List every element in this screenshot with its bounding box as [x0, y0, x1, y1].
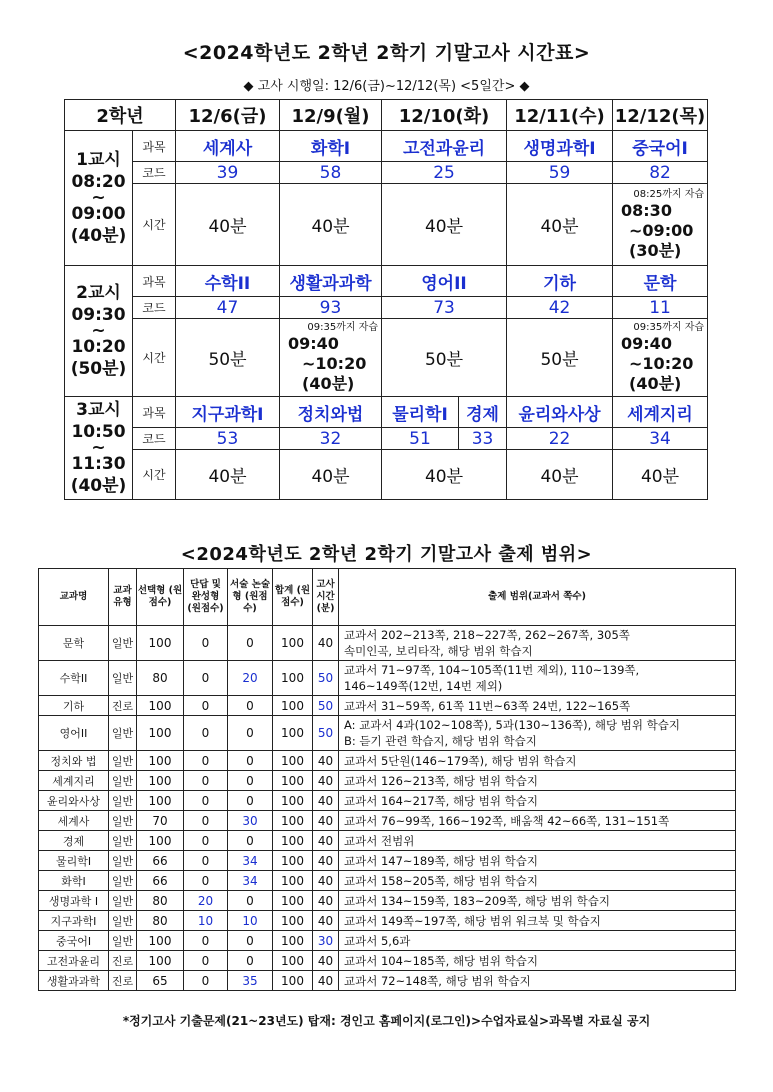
- total-score-cell: 100: [273, 951, 313, 971]
- special-time-duration: (30분): [629, 240, 682, 260]
- choice-score-cell: 80: [137, 911, 184, 931]
- code-cell: 34: [613, 428, 708, 450]
- subject-cell: 기하: [507, 266, 613, 297]
- short-score-cell: 0: [184, 871, 228, 891]
- time-cell: 40분: [382, 450, 507, 500]
- special-time-start: 09:40: [621, 333, 672, 353]
- total-score-cell: 100: [273, 751, 313, 771]
- scope-line: 교과서 5단원(146~179쪽), 해당 범위 학습지: [344, 753, 577, 768]
- exam-time-cell: 40: [313, 751, 339, 771]
- scope-cell: [339, 871, 736, 891]
- subject-cell: 영어II: [382, 266, 507, 297]
- short-score-cell: 0: [184, 971, 228, 991]
- subject-name-cell: 수학II: [39, 661, 109, 696]
- scope-line: 교과서 71~97쪽, 104~105쪽(11번 제외), 110~139쪽,: [344, 663, 640, 677]
- essay-score-cell: 34: [228, 871, 273, 891]
- special-time-start: 08:30: [621, 200, 672, 220]
- period-duration: (50분): [70, 359, 127, 379]
- range-row: [39, 951, 736, 971]
- period-tilde: ~: [91, 188, 106, 208]
- special-time-cell: [613, 319, 708, 397]
- short-score-cell: 0: [184, 661, 228, 696]
- subject-cell: 윤리와사상: [507, 397, 613, 428]
- period-end: 09:00: [71, 204, 126, 224]
- scope-line: B: 듣기 관련 학습지, 해당 범위 학습지: [344, 734, 537, 748]
- choice-score-cell: 80: [137, 661, 184, 696]
- grade-header: 2학년: [65, 100, 176, 131]
- scope-cell: [339, 661, 736, 696]
- date-header: 12/10(화): [382, 100, 507, 131]
- scope-cell: [339, 696, 736, 716]
- special-time-end: ~10:20: [629, 353, 694, 373]
- choice-score-cell: 65: [137, 971, 184, 991]
- short-score-cell: 0: [184, 951, 228, 971]
- code-cell: 32: [280, 428, 382, 450]
- course-type-cell: 일반: [109, 931, 137, 951]
- subject-cell: 세계사: [176, 131, 280, 162]
- period-start: 08:20: [71, 172, 126, 192]
- period-cell: [65, 266, 133, 397]
- time-cell: 40분: [382, 184, 507, 266]
- period-start: 09:30: [71, 305, 126, 325]
- choice-score-cell: 100: [137, 951, 184, 971]
- short-score-cell: 0: [184, 626, 228, 661]
- total-score-cell: 100: [273, 696, 313, 716]
- short-score-cell: 0: [184, 811, 228, 831]
- code-cell: 58: [280, 162, 382, 184]
- course-type-cell: 진로: [109, 951, 137, 971]
- scope-line: 교과서 76~99쪽, 166~192쪽, 배움책 42~66쪽, 131~151쪽: [344, 813, 670, 828]
- short-score-cell: 0: [184, 791, 228, 811]
- range-row: [39, 716, 736, 751]
- footer-note: *정기고사 기출문제(21~23년도) 탑재: 경인고 홈페이지(로그인)>수업자료실>과목별 자료실 공지: [122, 1014, 651, 1028]
- exam-time-cell: 40: [313, 831, 339, 851]
- scope-cell: [339, 831, 736, 851]
- essay-score-cell: 0: [228, 791, 273, 811]
- code-cell: 59: [507, 162, 613, 184]
- date-header: 12/11(수): [507, 100, 613, 131]
- subject-cell: 경제: [459, 397, 507, 428]
- scope-line: 교과서 149쪽~197쪽, 해당 범위 워크북 및 학습지: [344, 913, 601, 928]
- code-cell: 39: [176, 162, 280, 184]
- course-type-cell: 일반: [109, 891, 137, 911]
- scope-cell: [339, 891, 736, 911]
- special-time-end: ~09:00: [629, 220, 694, 240]
- total-score-cell: 100: [273, 911, 313, 931]
- short-score-cell: 0: [184, 831, 228, 851]
- schedule-title: <2024학년도 2학년 2학기 기말고사 시간표>: [182, 42, 591, 64]
- choice-score-cell: 100: [137, 716, 184, 751]
- choice-score-cell: 100: [137, 626, 184, 661]
- total-score-cell: 100: [273, 716, 313, 751]
- course-type-cell: 일반: [109, 791, 137, 811]
- range-rows: [39, 626, 736, 991]
- scope-line: 교과서 104~185쪽, 해당 범위 학습지: [344, 953, 539, 968]
- scope-cell: [339, 851, 736, 871]
- range-row: [39, 831, 736, 851]
- subject-cell: 중국어I: [613, 131, 708, 162]
- code-cell: 33: [459, 428, 507, 450]
- time-cell: 40분: [280, 184, 382, 266]
- date-header: 12/9(월): [280, 100, 382, 131]
- code-cell: 42: [507, 297, 613, 319]
- essay-score-cell: 0: [228, 696, 273, 716]
- scope-line: 교과서 전범위: [344, 833, 415, 848]
- header-multiple-choice: 선택형 (원점수): [137, 569, 184, 626]
- total-score-cell: 100: [273, 831, 313, 851]
- time-cell: 40분: [176, 184, 280, 266]
- range-row: [39, 771, 736, 791]
- subject-cell: 화학I: [280, 131, 382, 162]
- subject-cell: 물리학I: [382, 397, 459, 428]
- scope-cell: [339, 771, 736, 791]
- short-score-cell: 20: [184, 891, 228, 911]
- exam-time-cell: 40: [313, 891, 339, 911]
- choice-score-cell: 100: [137, 791, 184, 811]
- course-type-cell: 진로: [109, 971, 137, 991]
- exam-time-cell: 40: [313, 951, 339, 971]
- total-score-cell: 100: [273, 791, 313, 811]
- exam-time-cell: 40: [313, 626, 339, 661]
- total-score-cell: 100: [273, 771, 313, 791]
- range-row: [39, 661, 736, 696]
- scope-cell: [339, 716, 736, 751]
- row-label-code: 코드: [133, 162, 176, 184]
- range-row: [39, 851, 736, 871]
- self-study-note: 08:25까지 자습: [633, 188, 705, 200]
- period-name: 3교시: [76, 400, 121, 420]
- subject-cell: 지구과학I: [176, 397, 280, 428]
- code-cell: 22: [507, 428, 613, 450]
- row-label-code: 코드: [133, 428, 176, 450]
- code-cell: 25: [382, 162, 507, 184]
- choice-score-cell: 100: [137, 931, 184, 951]
- subject-name-cell: 중국어I: [39, 931, 109, 951]
- range-row: [39, 626, 736, 661]
- exam-time-cell: 40: [313, 811, 339, 831]
- range-row: [39, 971, 736, 991]
- scope-line: 교과서 147~189쪽, 해당 범위 학습지: [344, 853, 539, 868]
- code-cell: 47: [176, 297, 280, 319]
- period-name: 1교시: [76, 150, 121, 170]
- period-name: 2교시: [76, 283, 121, 303]
- range-row: [39, 751, 736, 771]
- subject-name-cell: 영어II: [39, 716, 109, 751]
- scope-line: 교과서 72~148쪽, 해당 범위 학습지: [344, 973, 531, 988]
- period-cell: [65, 131, 133, 266]
- self-study-note: 09:35까지 자습: [633, 321, 705, 333]
- exam-time-cell: 50: [313, 696, 339, 716]
- code-cell: 11: [613, 297, 708, 319]
- course-type-cell: 일반: [109, 831, 137, 851]
- course-type-cell: 일반: [109, 661, 137, 696]
- scope-line: 교과서 134~159쪽, 183~209쪽, 해당 범위 학습지: [344, 893, 610, 908]
- choice-score-cell: 100: [137, 771, 184, 791]
- subject-name-cell: 고전과윤리: [39, 951, 109, 971]
- header-essay: 서술 논술형 (원점수): [228, 569, 273, 626]
- row-label-subject: 과목: [133, 131, 176, 162]
- exam-timetable: [64, 99, 708, 500]
- time-cell: 50분: [382, 319, 507, 397]
- choice-score-cell: 66: [137, 851, 184, 871]
- row-label-subject: 과목: [133, 266, 176, 297]
- choice-score-cell: 66: [137, 871, 184, 891]
- subject-name-cell: 세계지리: [39, 771, 109, 791]
- total-score-cell: 100: [273, 851, 313, 871]
- essay-score-cell: 0: [228, 751, 273, 771]
- scope-cell: [339, 971, 736, 991]
- scope-cell: [339, 951, 736, 971]
- header-total: 합계 (원점수): [273, 569, 313, 626]
- subject-cell: 정치와법: [280, 397, 382, 428]
- code-cell: 51: [382, 428, 459, 450]
- subject-name-cell: 기하: [39, 696, 109, 716]
- subject-cell: 세계지리: [613, 397, 708, 428]
- scope-line: 교과서 164~217쪽, 해당 범위 학습지: [344, 793, 539, 808]
- period-duration: (40분): [70, 226, 127, 246]
- scope-line: 교과서 5,6과: [344, 933, 411, 948]
- course-type-cell: 진로: [109, 696, 137, 716]
- scope-line: A: 교과서 4과(102~108쪽), 5과(130~136쪽), 해당 범위 학습지: [344, 718, 680, 732]
- essay-score-cell: 20: [228, 661, 273, 696]
- choice-score-cell: 70: [137, 811, 184, 831]
- short-score-cell: 0: [184, 851, 228, 871]
- exam-range-table: [38, 568, 736, 991]
- total-score-cell: 100: [273, 971, 313, 991]
- header-scope: 출제 범위(교과서 쪽수): [339, 569, 736, 626]
- special-time-cell: [280, 319, 382, 397]
- exam-time-cell: 30: [313, 931, 339, 951]
- subject-name-cell: 물리학I: [39, 851, 109, 871]
- total-score-cell: 100: [273, 931, 313, 951]
- scope-line: 교과서 126~213쪽, 해당 범위 학습지: [344, 773, 539, 788]
- range-row: [39, 931, 736, 951]
- total-score-cell: 100: [273, 626, 313, 661]
- subject-cell: 문학: [613, 266, 708, 297]
- scope-line: 속미인곡, 보리타작, 해당 범위 학습지: [344, 644, 533, 658]
- short-score-cell: 0: [184, 931, 228, 951]
- self-study-note: 09:35까지 자습: [307, 321, 378, 333]
- essay-score-cell: 0: [228, 891, 273, 911]
- total-score-cell: 100: [273, 891, 313, 911]
- choice-score-cell: 80: [137, 891, 184, 911]
- subject-name-cell: 생명과학 I: [39, 891, 109, 911]
- row-label-time: 시간: [133, 184, 176, 266]
- range-row: [39, 871, 736, 891]
- essay-score-cell: 35: [228, 971, 273, 991]
- scope-cell: [339, 811, 736, 831]
- essay-score-cell: 0: [228, 831, 273, 851]
- header-course-type: 교과 유형: [109, 569, 137, 626]
- subject-cell: 생명과학I: [507, 131, 613, 162]
- subject-name-cell: 문학: [39, 626, 109, 661]
- period-end: 11:30: [71, 454, 126, 474]
- range-row: [39, 791, 736, 811]
- code-cell: 82: [613, 162, 708, 184]
- total-score-cell: 100: [273, 661, 313, 696]
- scope-cell: [339, 931, 736, 951]
- essay-score-cell: 30: [228, 811, 273, 831]
- special-time-end: ~10:20: [302, 353, 367, 373]
- choice-score-cell: 100: [137, 751, 184, 771]
- period-tilde: ~: [91, 438, 106, 458]
- scope-line: 교과서 158~205쪽, 해당 범위 학습지: [344, 873, 539, 888]
- time-cell: 40분: [280, 450, 382, 500]
- short-score-cell: 0: [184, 771, 228, 791]
- course-type-cell: 일반: [109, 626, 137, 661]
- exam-period-subtitle: ◆ 고사 시행일: 12/6(금)~12/12(목) <5일간> ◆: [243, 79, 530, 94]
- time-cell: 40분: [176, 450, 280, 500]
- subject-cell: 생활과과학: [280, 266, 382, 297]
- exam-time-cell: 50: [313, 661, 339, 696]
- time-cell: 40분: [507, 184, 613, 266]
- course-type-cell: 일반: [109, 716, 137, 751]
- subject-name-cell: 윤리와사상: [39, 791, 109, 811]
- time-cell: 40분: [613, 450, 708, 500]
- range-row: [39, 891, 736, 911]
- subject-name-cell: 지구과학I: [39, 911, 109, 931]
- exam-time-cell: 40: [313, 911, 339, 931]
- subject-cell: 고전과윤리: [382, 131, 507, 162]
- row-label-time: 시간: [133, 319, 176, 397]
- course-type-cell: 일반: [109, 751, 137, 771]
- exam-time-cell: 40: [313, 971, 339, 991]
- special-time-duration: (40분): [302, 373, 355, 393]
- special-time-start: 09:40: [288, 333, 339, 353]
- short-score-cell: 0: [184, 696, 228, 716]
- header-subject-name: 교과명: [39, 569, 109, 626]
- range-row: [39, 811, 736, 831]
- short-score-cell: 10: [184, 911, 228, 931]
- exam-time-cell: 40: [313, 771, 339, 791]
- special-time-duration: (40분): [629, 373, 682, 393]
- course-type-cell: 일반: [109, 811, 137, 831]
- subject-cell: 수학II: [176, 266, 280, 297]
- period-cell: [65, 397, 133, 500]
- special-time-cell: [613, 184, 708, 266]
- code-cell: 53: [176, 428, 280, 450]
- course-type-cell: 일반: [109, 871, 137, 891]
- code-cell: 93: [280, 297, 382, 319]
- exam-time-cell: 40: [313, 791, 339, 811]
- course-type-cell: 일반: [109, 911, 137, 931]
- essay-score-cell: 0: [228, 626, 273, 661]
- period-end: 10:20: [71, 337, 126, 357]
- date-header: 12/6(금): [176, 100, 280, 131]
- time-cell: 40분: [507, 450, 613, 500]
- course-type-cell: 일반: [109, 851, 137, 871]
- range-row: [39, 696, 736, 716]
- scope-line: 146~149쪽(12번, 14번 제외): [344, 679, 503, 693]
- total-score-cell: 100: [273, 811, 313, 831]
- essay-score-cell: 0: [228, 771, 273, 791]
- header-exam-time: 고사 시간 (분): [313, 569, 339, 626]
- scope-cell: [339, 791, 736, 811]
- essay-score-cell: 34: [228, 851, 273, 871]
- short-score-cell: 0: [184, 716, 228, 751]
- essay-score-cell: 0: [228, 951, 273, 971]
- choice-score-cell: 100: [137, 696, 184, 716]
- scope-cell: [339, 751, 736, 771]
- row-label-subject: 과목: [133, 397, 176, 428]
- code-cell: 73: [382, 297, 507, 319]
- essay-score-cell: 10: [228, 911, 273, 931]
- exam-time-cell: 40: [313, 871, 339, 891]
- row-label-code: 코드: [133, 297, 176, 319]
- range-row: [39, 911, 736, 931]
- header-short-answer: 단답 및 완성형 (원점수): [184, 569, 228, 626]
- range-title: <2024학년도 2학년 2학기 기말고사 출제 범위>: [180, 544, 593, 565]
- period-tilde: ~: [91, 321, 106, 341]
- scope-cell: [339, 626, 736, 661]
- period-duration: (40분): [70, 476, 127, 496]
- time-cell: 50분: [176, 319, 280, 397]
- essay-score-cell: 0: [228, 931, 273, 951]
- exam-time-cell: 40: [313, 851, 339, 871]
- subject-name-cell: 화학I: [39, 871, 109, 891]
- short-score-cell: 0: [184, 751, 228, 771]
- exam-time-cell: 50: [313, 716, 339, 751]
- period-start: 10:50: [71, 422, 126, 442]
- subject-name-cell: 생활과과학: [39, 971, 109, 991]
- course-type-cell: 일반: [109, 771, 137, 791]
- subject-name-cell: 세계사: [39, 811, 109, 831]
- subject-name-cell: 정치와 법: [39, 751, 109, 771]
- scope-line: 교과서 202~213쪽, 218~227쪽, 262~267쪽, 305쪽: [344, 628, 630, 642]
- time-cell: 50분: [507, 319, 613, 397]
- row-label-time: 시간: [133, 450, 176, 500]
- scope-line: 교과서 31~59쪽, 61쪽 11번~63쪽 24번, 122~165쪽: [344, 698, 631, 713]
- date-header: 12/12(목): [613, 100, 708, 131]
- choice-score-cell: 100: [137, 831, 184, 851]
- total-score-cell: 100: [273, 871, 313, 891]
- essay-score-cell: 0: [228, 716, 273, 751]
- subject-name-cell: 경제: [39, 831, 109, 851]
- scope-cell: [339, 911, 736, 931]
